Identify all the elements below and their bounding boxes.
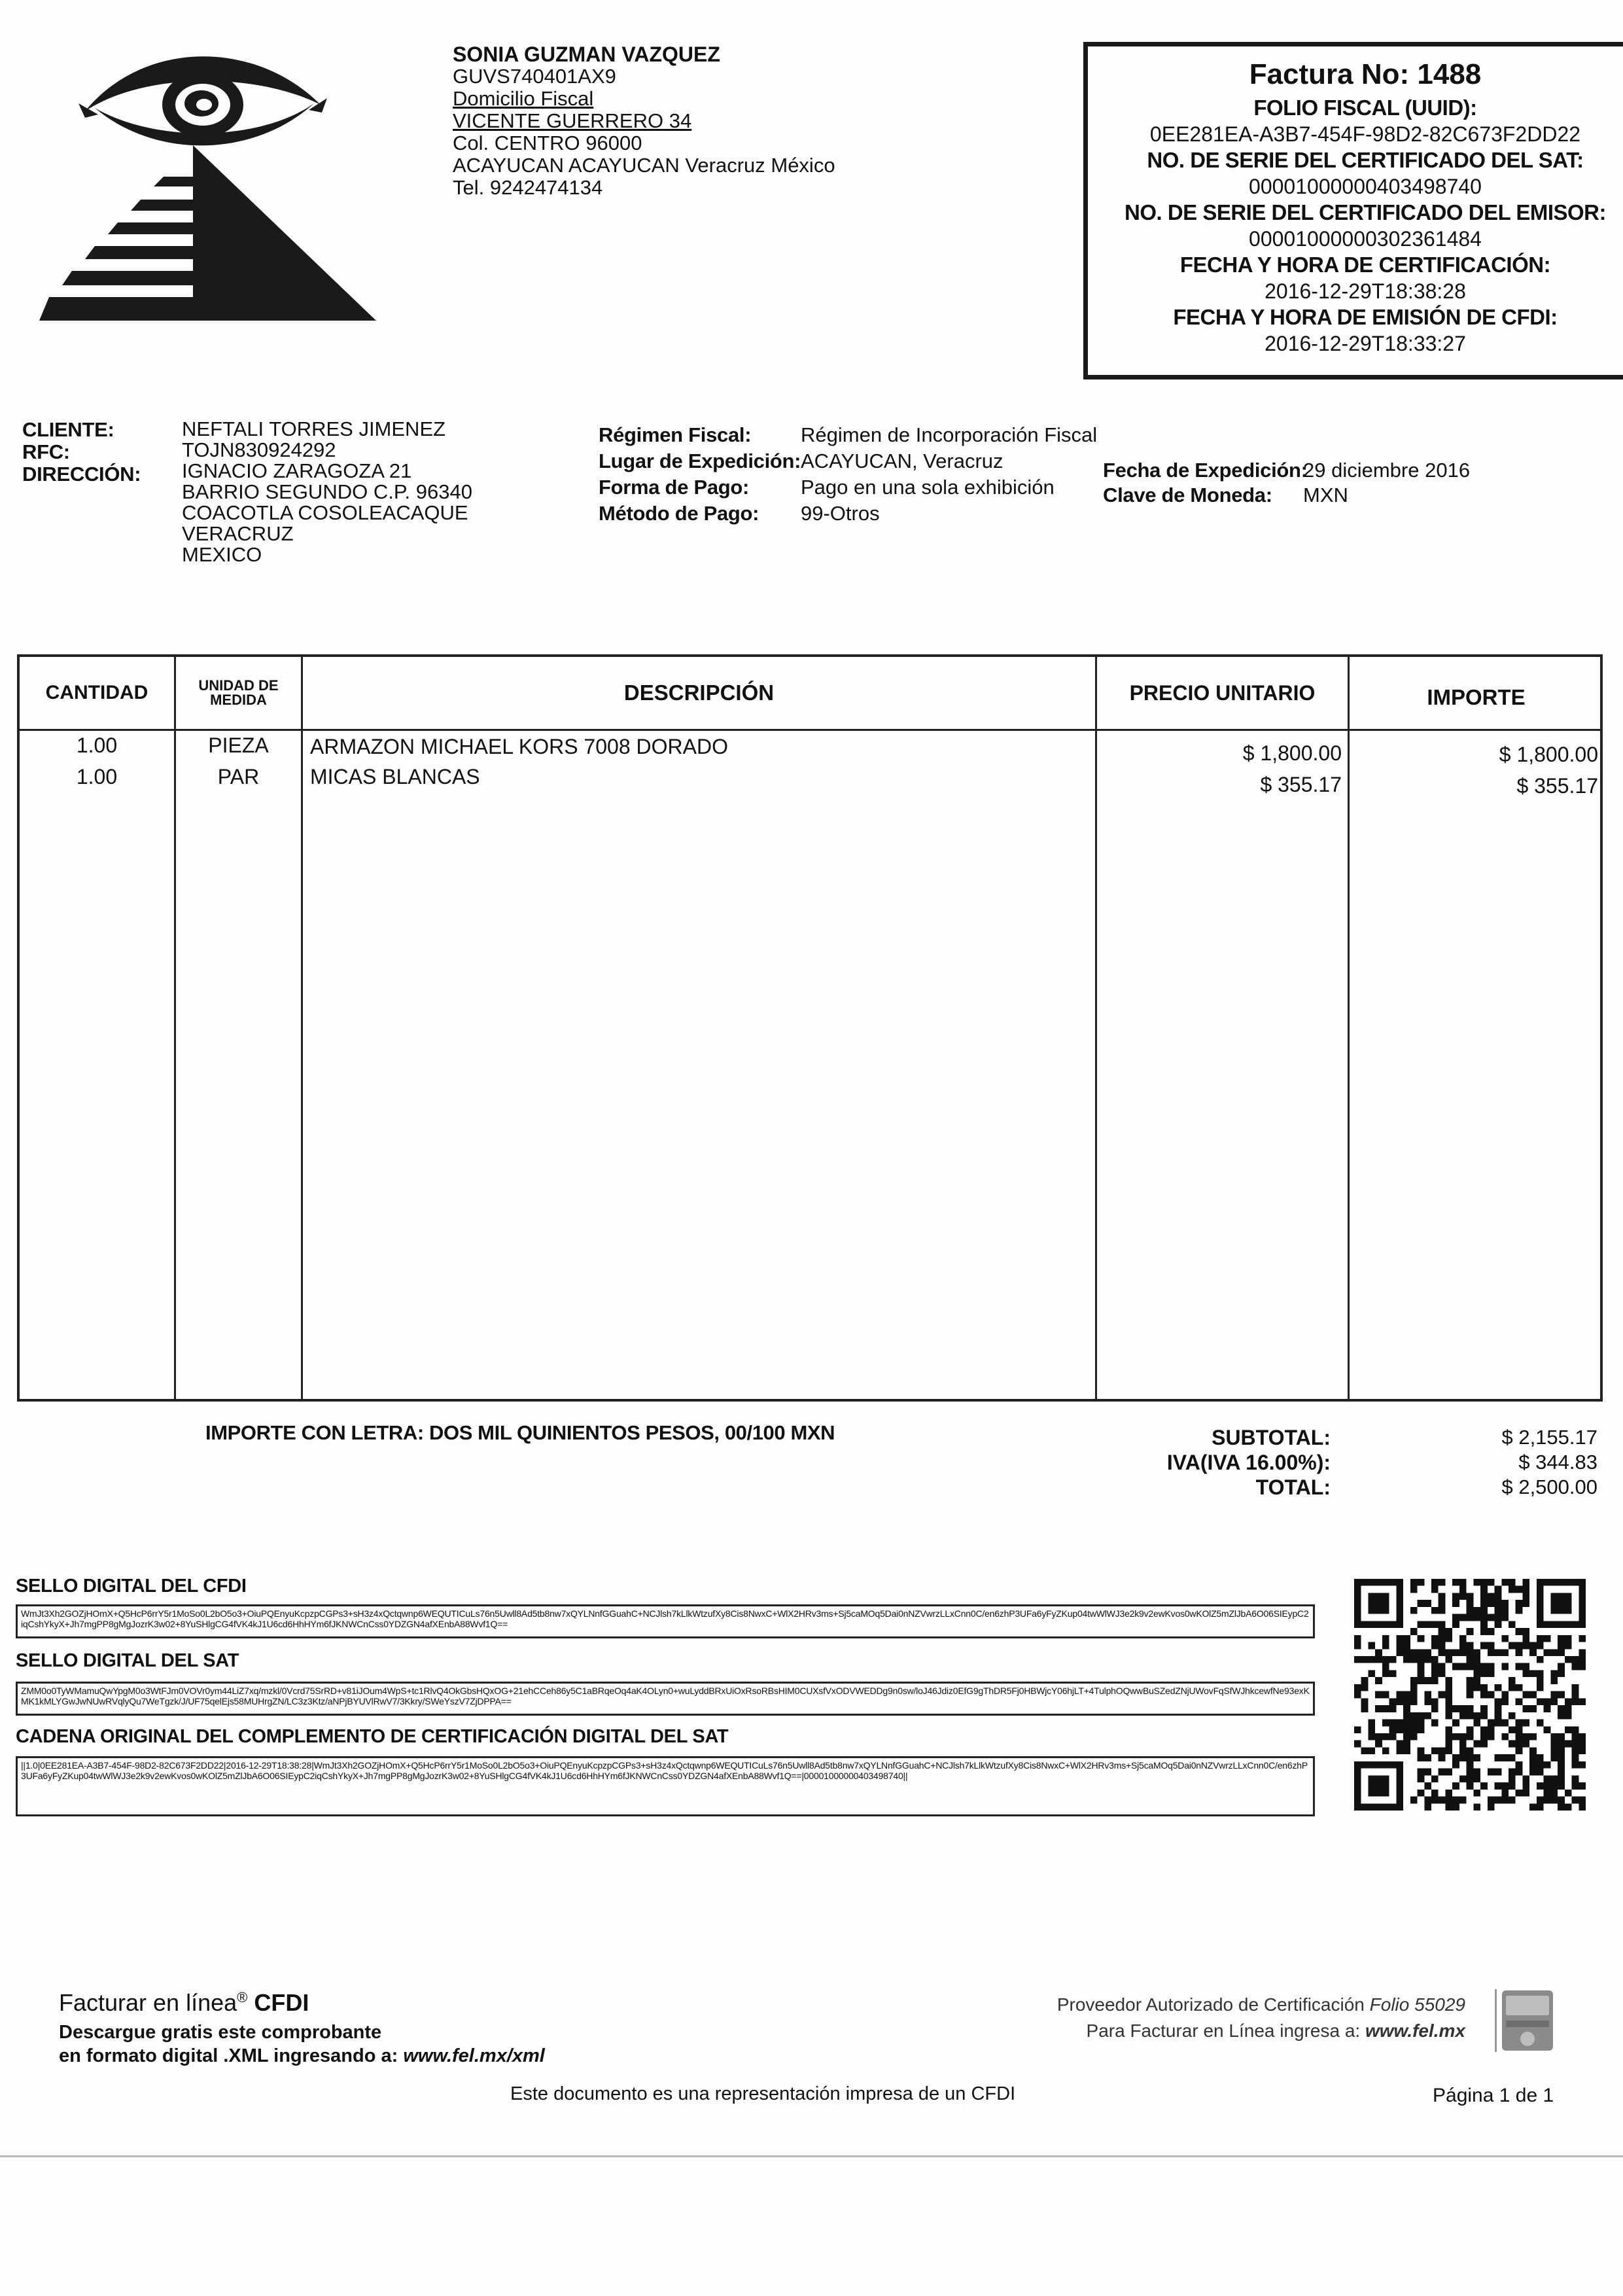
total-value: $ 2,500.00 — [1501, 1475, 1597, 1498]
client-values — [182, 419, 472, 565]
subtotal-value: $ 2,155.17 — [1501, 1426, 1597, 1449]
qr-code — [1354, 1579, 1586, 1810]
cadena-original-title: CADENA ORIGINAL DEL COMPLEMENTO DE CERTIFICACIÓN DIGITAL DEL SAT — [16, 1726, 729, 1747]
metodo-label: Método de Pago: — [599, 502, 759, 525]
uuid-label: FOLIO FISCAL (UUID): — [1253, 96, 1477, 120]
forma-value: Pago en una sola exhibición — [801, 476, 1055, 499]
domicilio-label: Domicilio Fiscal — [453, 87, 594, 110]
header-unidad — [176, 657, 301, 729]
emitter-block — [453, 43, 835, 199]
brand-text: Facturar en línea — [59, 1989, 237, 2016]
header-unidad-line2: MEDIDA — [210, 692, 267, 708]
items-table — [17, 654, 1603, 1402]
emitter-city: ACAYUCAN ACAYUCAN Veracruz México — [453, 154, 835, 177]
row-1-cantidad: 1.00 — [76, 733, 118, 757]
emitter-colony: Col. CENTRO 96000 — [453, 132, 642, 154]
row-2-cantidad: 1.00 — [76, 765, 118, 788]
client-address-line: IGNACIO ZARAGOZA 21 — [182, 459, 412, 482]
direccion-label: DIRECCIÓN: — [22, 463, 141, 486]
row-1-precio: $ 1,800.00 — [1242, 741, 1342, 765]
emision-date-value: 2016-12-29T18:33:27 — [1265, 332, 1466, 355]
uuid-value: 0EE281EA-A3B7-454F-98D2-82C673F2DD22 — [1149, 122, 1581, 146]
row-1-unidad: PIEZA — [208, 733, 269, 757]
emitter-name: SONIA GUZMAN VAZQUEZ — [453, 43, 720, 66]
pac-text: Proveedor Autorizado de Certificación — [1056, 1994, 1370, 2015]
iva-label: IVA(IVA 16.00%): — [1166, 1451, 1331, 1474]
footer-right — [981, 1992, 1465, 2044]
footer-line2-text: en formato digital .XML ingresando a: — [59, 2045, 404, 2066]
brand-cfdi: CFDI — [254, 1989, 309, 2016]
date-currency-labels — [1103, 458, 1308, 508]
cert-sat-value: 00001000000403498740 — [1249, 175, 1482, 198]
header-unidad-line1: UNIDAD DE — [198, 677, 279, 694]
client-address-line: BARRIO SEGUNDO C.P. 96340 — [182, 480, 472, 503]
header-descripcion: DESCRIPCIÓN — [623, 680, 775, 705]
invoice-title: Factura No: 1488 — [1249, 58, 1482, 90]
footer-line2 — [59, 2044, 545, 2068]
pac-line1 — [981, 1992, 1465, 2018]
pac-line2 — [981, 2018, 1465, 2044]
pac-folio: Folio 55029 — [1369, 1994, 1465, 2015]
footer-line1: Descargue gratis este comprobante — [59, 2022, 382, 2043]
pac-seal-icon — [1494, 1989, 1554, 2052]
fel-link[interactable]: www.fel.mx — [1365, 2021, 1465, 2041]
fecha-value: 29 diciembre 2016 — [1303, 459, 1471, 482]
emitter-street: VICENTE GUERRERO 34 — [453, 109, 692, 132]
invoice-box — [1083, 42, 1623, 380]
row-2-unidad: PAR — [217, 765, 260, 788]
client-rfc: TOJN830924292 — [182, 438, 336, 461]
column-divider — [1095, 657, 1097, 1399]
brand-registered: ® — [237, 1989, 248, 2005]
importe-con-letra: IMPORTE CON LETRA: DOS MIL QUINIENTOS PESOS, 00/100 MXN — [205, 1421, 835, 1444]
emision-date-label: FECHA Y HORA DE EMISIÓN DE CFDI: — [1173, 305, 1558, 329]
sello-sat-box: ZMM0o0TyWMamuQwYpgM0o3WtFJm0VOVr0ym44LiZ7xq/mzkl/0Vcrd75SrRD+v81iJOum4WpS+tc1RlvQ4OkGbsHQxOG+21ehCCeh86y5C1aBRqeOq4aK4OLyn0+wuLyddBRxUiOxRsoRBsHIM0CUXsfVxODVWEDDg9n0sw/loJ46Jdiz0EfG9gThDR5Fj0HBWjcY06hjLT+4TulphOQwwBuSZedZNjUWovFqSfWJhkcewfNe93exKMK1kMLYGwJwNUwRVqlyQu7WeTgzk/J/UF75qelEjs58MUHrgZN/LC3z3Ktz/aNPjBYUVlRwV7/3Kkry/SWeYszV7ZjDPPA== — [16, 1682, 1315, 1716]
lugar-label: Lugar de Expedición: — [599, 450, 801, 472]
bottom-divider — [0, 2155, 1623, 2157]
row-2-precio: $ 355.17 — [1260, 773, 1342, 796]
iva-value: $ 344.83 — [1518, 1451, 1597, 1474]
eye-pyramid-logo — [39, 26, 393, 334]
row-1-importe: $ 1,800.00 — [1499, 743, 1598, 766]
xml-download-link[interactable]: www.fel.mx/xml — [403, 2045, 545, 2066]
regimen-value: Régimen de Incorporación Fiscal — [801, 423, 1098, 446]
totals-values — [1406, 1425, 1597, 1500]
footer-left — [59, 1989, 545, 2068]
column-divider — [301, 657, 303, 1399]
moneda-label: Clave de Moneda: — [1103, 484, 1272, 506]
emitter-rfc: GUVS740401AX9 — [453, 65, 616, 88]
client-labels — [22, 419, 141, 486]
client-address-line: COACOTLA COSOLEACAQUE — [182, 501, 468, 524]
row-1-descripcion: ARMAZON MICHAEL KORS 7008 DORADO — [310, 735, 728, 758]
date-currency-values — [1303, 458, 1470, 508]
metodo-value: 99-Otros — [801, 502, 880, 525]
header-precio: PRECIO UNITARIO — [1129, 680, 1316, 705]
sello-sat-title: SELLO DIGITAL DEL SAT — [16, 1650, 239, 1671]
row-2-importe: $ 355.17 — [1516, 774, 1598, 798]
cadena-original-box: ||1.0|0EE281EA-A3B7-454F-98D2-82C673F2DD22|2016-12-29T18:38:28|WmJt3Xh2GOZjHOmX+Q5HcP6rrY5r1MoSo0L2bO5o3+OiuPQEnyuKcpzpCGPs3+sH3z4xQctqwnp6WEQUTICuLs76n5Uwll8Ad5tb8nw7xQYLNnfGGuahC+NCJlsh7kLlkWtzufXy8Cis8NwxC+WlX2HRv3ms+Sj5caMOq5Dai0nNZVwrzLLxCnn0C/en6zhP3UFa6yFyZKup04twWlWJ3e2k9v2ewKvos0wKOlZ5mZlJbA6O06SIEypC2iqCshYkyX+Jh7mgPP8gMgJozrK3w02+8YuSHlgCG4fVK4kJ1U6cd6HhHYm6fJKNWCnCss0YDZGN4afXEnbA88Wvf1Q==|00001000000403498740|| — [16, 1756, 1315, 1816]
row-2-descripcion: MICAS BLANCAS — [310, 765, 480, 788]
fecha-label: Fecha de Expedición: — [1103, 459, 1308, 482]
cert-emisor-label: NO. DE SERIE DEL CERTIFICADO DEL EMISOR: — [1124, 200, 1607, 224]
page-number: Página 1 de 1 — [1433, 2085, 1554, 2106]
rfc-label: RFC: — [22, 440, 70, 463]
regimen-label: Régimen Fiscal: — [599, 423, 752, 446]
total-label: TOTAL: — [1255, 1475, 1331, 1499]
header-cantidad: CANTIDAD — [45, 682, 148, 703]
fiscal-values — [801, 422, 1097, 527]
totals-labels — [1151, 1425, 1331, 1500]
cert-date-label: FECHA Y HORA DE CERTIFICACIÓN: — [1179, 253, 1551, 277]
pac-line2-text: Para Facturar en Línea ingresa a: — [1086, 2021, 1365, 2041]
cert-sat-label: NO. DE SERIE DEL CERTIFICADO DEL SAT: — [1147, 148, 1584, 172]
cert-date-value: 2016-12-29T18:38:28 — [1265, 279, 1466, 303]
lugar-value: ACAYUCAN, Veracruz — [801, 450, 1003, 472]
fiscal-labels — [599, 422, 801, 527]
client-name: NEFTALI TORRES JIMENEZ — [182, 417, 446, 440]
cert-emisor-value: 00001000000302361484 — [1249, 227, 1482, 251]
subtotal-label: SUBTOTAL: — [1212, 1426, 1331, 1449]
client-address-line: MEXICO — [182, 543, 262, 566]
forma-label: Forma de Pago: — [599, 476, 750, 499]
sello-cfdi-title: SELLO DIGITAL DEL CFDI — [16, 1576, 247, 1597]
moneda-value: MXN — [1303, 484, 1348, 506]
client-address-line: VERACRUZ — [182, 522, 294, 545]
fel-brand — [59, 1989, 545, 2017]
footer-cfdi-note: Este documento es una representación impresa de un CFDI — [510, 2083, 1016, 2104]
header-importe: IMPORTE — [1427, 685, 1526, 709]
emitter-phone: Tel. 9242474134 — [453, 176, 603, 199]
sello-cfdi-box: WmJt3Xh2GOZjHOmX+Q5HcP6rrY5r1MoSo0L2bO5o3+OiuPQEnyuKcpzpCGPs3+sH3z4xQctqwnp6WEQUTICuLs76n5Uwll8Ad5tb8nw7xQYLNnfGGuahC+NCJlsh7kLlkWtzufXy8Cis8NwxC+WlX2HRv3ms+Sj5caMOq5Dai0nNZVwrzLLxCnn0C/en6zhP3UFa6yFyZKup04twWlWJ3e2k9v2ewKvos0wKOlZ5mZlJbA6O06SIEypC2iqCshYkyX+Jh7mgPP8gMgJozrK3w02+8YuSHlgCG4fVK4kJ1U6cd6HhHYm6fJKNWCnCss0YDZGN4afXEnbA88Wvf1Q== — [16, 1604, 1315, 1638]
cliente-label: CLIENTE: — [22, 418, 114, 441]
